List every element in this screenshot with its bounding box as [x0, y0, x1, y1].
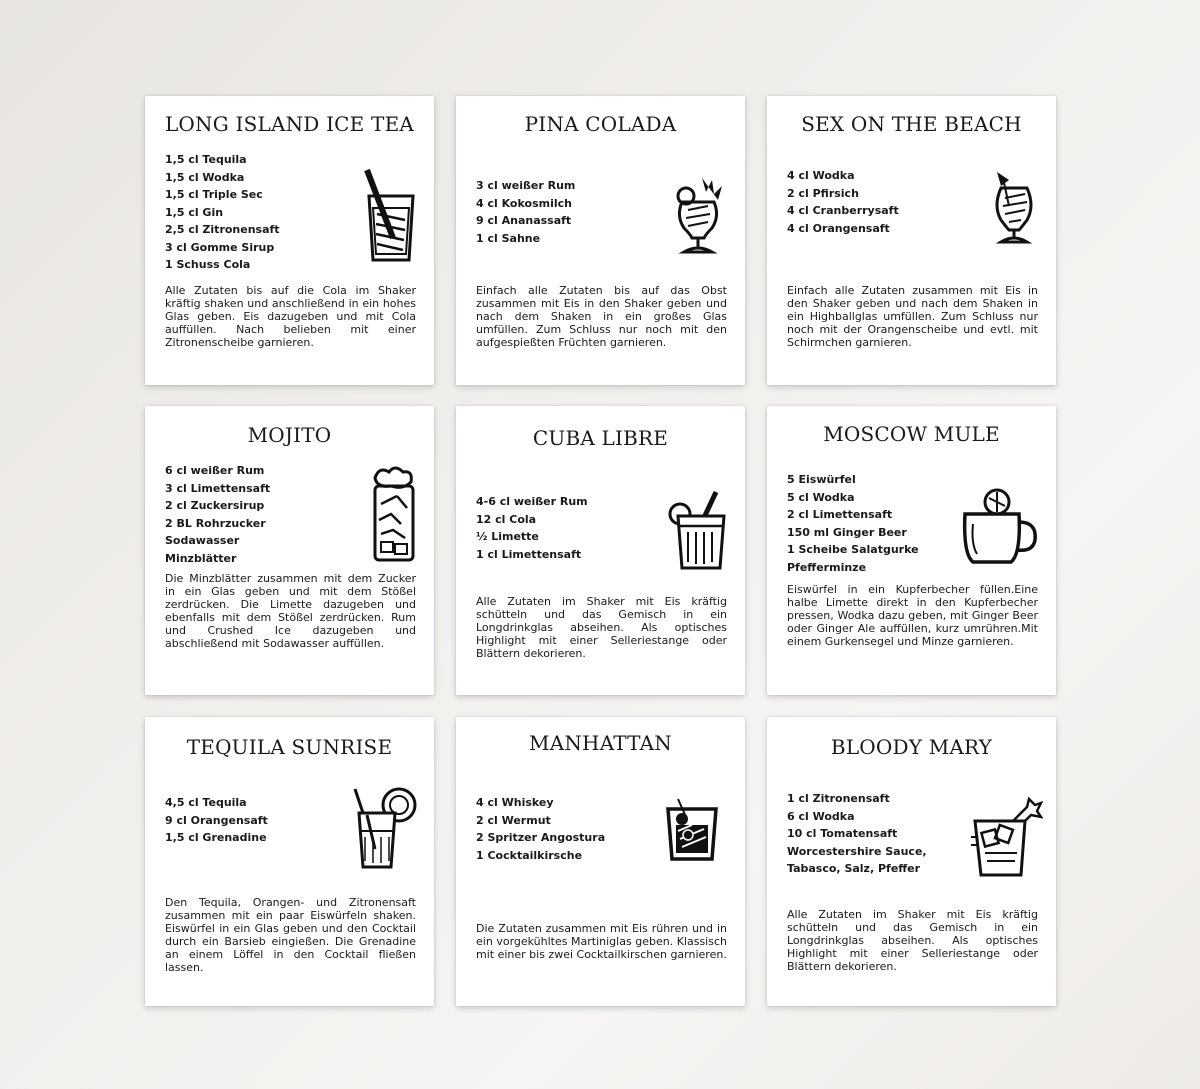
hurricane-glass-fruit-icon [668, 172, 728, 258]
ingredient-item: 2 BL Rohrzucker [165, 516, 266, 530]
ingredient-list [476, 794, 605, 864]
copper-mug-icon [959, 484, 1041, 568]
glass-celery-ice-icon [971, 797, 1043, 879]
recipe-instructions: Die Minzblätter zusammen mit dem Zucker in ein Glas geben und mit dem Stößel zerdrücken. Die Limette dazugeben und ebenfalls mit dem Stößel zerdrücken. Rum und Crushed Ice dazugeben und abschließend mit Sodawasser auffüllen. [165, 572, 416, 650]
ingredient-item: Tabasco, Salz, Pfeffer [787, 862, 921, 875]
ingredient-item: 9 cl Orangensaft [165, 813, 268, 827]
recipe-card-bloody-mary [767, 717, 1056, 1006]
ingredient-item: 1,5 cl Tequila [165, 153, 247, 166]
ingredient-item: 4 cl Whiskey [476, 796, 554, 809]
highball-orange-slice-icon [349, 785, 419, 871]
ingredient-item: 2 cl Limettensaft [787, 508, 893, 521]
ingredient-item: 2 Spritzer Angostura [476, 831, 606, 844]
ingredient-item: 4 cl Wodka [787, 169, 855, 182]
recipe-instructions: Einfach alle Zutaten bis auf das Obst zusammen mit Eis in den Shaker geben und nach dem Shaken in ein großes Glas umfüllen. Zum Schluss nur noch mit den aufgespießten Früchten garnieren. [476, 284, 727, 349]
ingredient-item: 12 cl Cola [476, 512, 537, 526]
ingredient-item: 1 cl Zitronensaft [787, 792, 890, 805]
ingredient-item: 4 cl Cranberrysaft [787, 204, 899, 217]
ingredient-list [165, 462, 270, 567]
recipe-card-mojito [145, 406, 434, 695]
card-title: LONG ISLAND ICE TEA [164, 112, 415, 136]
card-title: MOSCOW MULE [823, 422, 1000, 446]
ingredient-item: 6 cl weißer Rum [165, 464, 265, 477]
ingredient-item: 2 cl Wermut [476, 813, 551, 827]
card-title: CUBA LIBRE [532, 426, 669, 450]
ingredient-item: 3 cl Gomme Sirup [165, 240, 275, 254]
ingredient-list [165, 151, 280, 274]
ingredient-item: 2 cl Pfirsich [787, 186, 859, 200]
recipe-instructions: Den Tequila, Orangen- und Zitronensaft zusammen mit ein paar Eiswürfeln shaken. Eiswürfel in ein Glas geben und den Cocktail durch ein Barsieb eingießen. Die Grenadine an einem Löffel in den Cocktail fließen lassen. [165, 896, 416, 974]
ingredient-item: 1 cl Sahne [476, 231, 541, 245]
ingredient-item: Sodawasser [165, 534, 240, 547]
ingredient-item: 1 Scheibe Salatgurke [787, 543, 919, 556]
ingredient-item: Worcestershire Sauce, [787, 844, 927, 858]
ingredient-item: 4 cl Orangensaft [787, 221, 890, 235]
ingredient-item: 2,5 cl Zitronensaft [165, 223, 280, 236]
recipe-instructions: Alle Zutaten im Shaker mit Eis kräftig schütteln und das Gemisch in ein Longdrinkglas abseihen. Als optisches Highlight mit einer Selleriestange oder Blättern dekorieren. [476, 595, 727, 660]
recipe-card-moscow-mule [767, 406, 1056, 695]
card-title: BLOODY MARY [830, 735, 993, 759]
ingredient-item: 10 cl Tomatensaft [787, 827, 898, 840]
recipe-instructions: Die Zutaten zusammen mit Eis rühren und in ein vorgekühltes Martiniglas geben. Klassisch mit einer bis zwei Cocktailkirschen garnieren. [476, 922, 727, 961]
ingredient-item: 3 cl weißer Rum [476, 179, 576, 192]
recipe-card-sex-on-the-beach [767, 96, 1056, 385]
ingredient-item: 150 ml Ginger Beer [787, 525, 907, 539]
recipe-card-manhattan [456, 717, 745, 1006]
ingredient-list [476, 177, 575, 247]
card-title: MANHATTAN [529, 731, 672, 755]
recipe-instructions: Alle Zutaten bis auf die Cola im Shaker kräftig shaken und anschließend in ein hohes Glas geben. Eis dazugeben und mit Cola auffüllen. Nach belieben mit einer Zitronenscheibe garnieren. [165, 284, 416, 349]
recipe-card-pina-colada [456, 96, 745, 385]
recipe-instructions: Eiswürfel in ein Kupferbecher füllen.Eine halbe Limette direkt in den Kupferbecher pressen, Wodka dazu geben, mit Ginger Beer oder Ginger Ale auffüllen, kurz umrühren.Mit einem Gurkensegel und Minze garnieren. [787, 583, 1038, 648]
mojito-glass-icon [367, 464, 419, 564]
card-title: TEQUILA SUNRISE [186, 735, 393, 759]
card-title: PINA COLADA [524, 112, 677, 136]
ingredient-item: 5 Eiswürfel [787, 473, 856, 486]
old-fashioned-cherry-icon [664, 795, 720, 863]
ingredient-item: ½ Limette [476, 530, 539, 543]
ingredient-item: 5 cl Wodka [787, 490, 855, 504]
card-title: MOJITO [247, 423, 332, 447]
hurricane-glass-umbrella-icon [989, 166, 1039, 246]
card-title: SEX ON THE BEACH [801, 112, 1022, 136]
recipe-instructions: Einfach alle Zutaten zusammen mit Eis in den Shaker geben und nach dem Shaken in ein Highballglas umfüllen. Zum Schluss nur noch mit der Orangenscheibe und evtl. mit Schirmchen garnieren. [787, 284, 1038, 349]
ingredient-item: Pfefferminze [787, 560, 867, 574]
ingredient-item: Minzblätter [165, 551, 237, 565]
ingredient-item: 1,5 cl Triple Sec [165, 188, 263, 201]
ingredient-item: 4 cl Kokosmilch [476, 196, 572, 210]
ingredient-item: 9 cl Ananassaft [476, 214, 572, 227]
ingredient-item: 4-6 cl weißer Rum [476, 495, 588, 508]
recipe-instructions: Alle Zutaten im Shaker mit Eis kräftig schütteln und das Gemisch in ein Longdrinkglas abseihen. Als optisches Highlight mit einer Selleriestange oder Blättern dekorieren. [787, 908, 1038, 973]
ingredient-list [165, 794, 268, 847]
ingredient-item: 4,5 cl Tequila [165, 796, 247, 809]
ingredient-item: 2 cl Zuckersirup [165, 499, 265, 512]
ingredient-item: 6 cl Wodka [787, 809, 855, 823]
ingredient-item: 1,5 cl Gin [165, 205, 224, 219]
ingredient-list [787, 471, 919, 576]
ingredient-list [787, 790, 927, 878]
recipe-card-cuba-libre [456, 406, 745, 695]
ingredient-list [476, 493, 588, 563]
ingredient-item: 1 cl Limettensaft [476, 547, 582, 561]
ingredient-item: 1 Schuss Cola [165, 258, 251, 271]
tumbler-lime-straw-icon [666, 490, 728, 572]
ingredient-item: 1,5 cl Wodka [165, 170, 245, 184]
recipe-card-long-island-ice-tea [145, 96, 434, 385]
ingredient-item: 1,5 cl Grenadine [165, 831, 267, 844]
long-drink-straw-icon [363, 168, 419, 264]
ingredient-list [787, 167, 899, 237]
ingredient-item: 3 cl Limettensaft [165, 481, 271, 495]
recipe-card-tequila-sunrise [145, 717, 434, 1006]
ingredient-item: 1 Cocktailkirsche [476, 848, 583, 862]
